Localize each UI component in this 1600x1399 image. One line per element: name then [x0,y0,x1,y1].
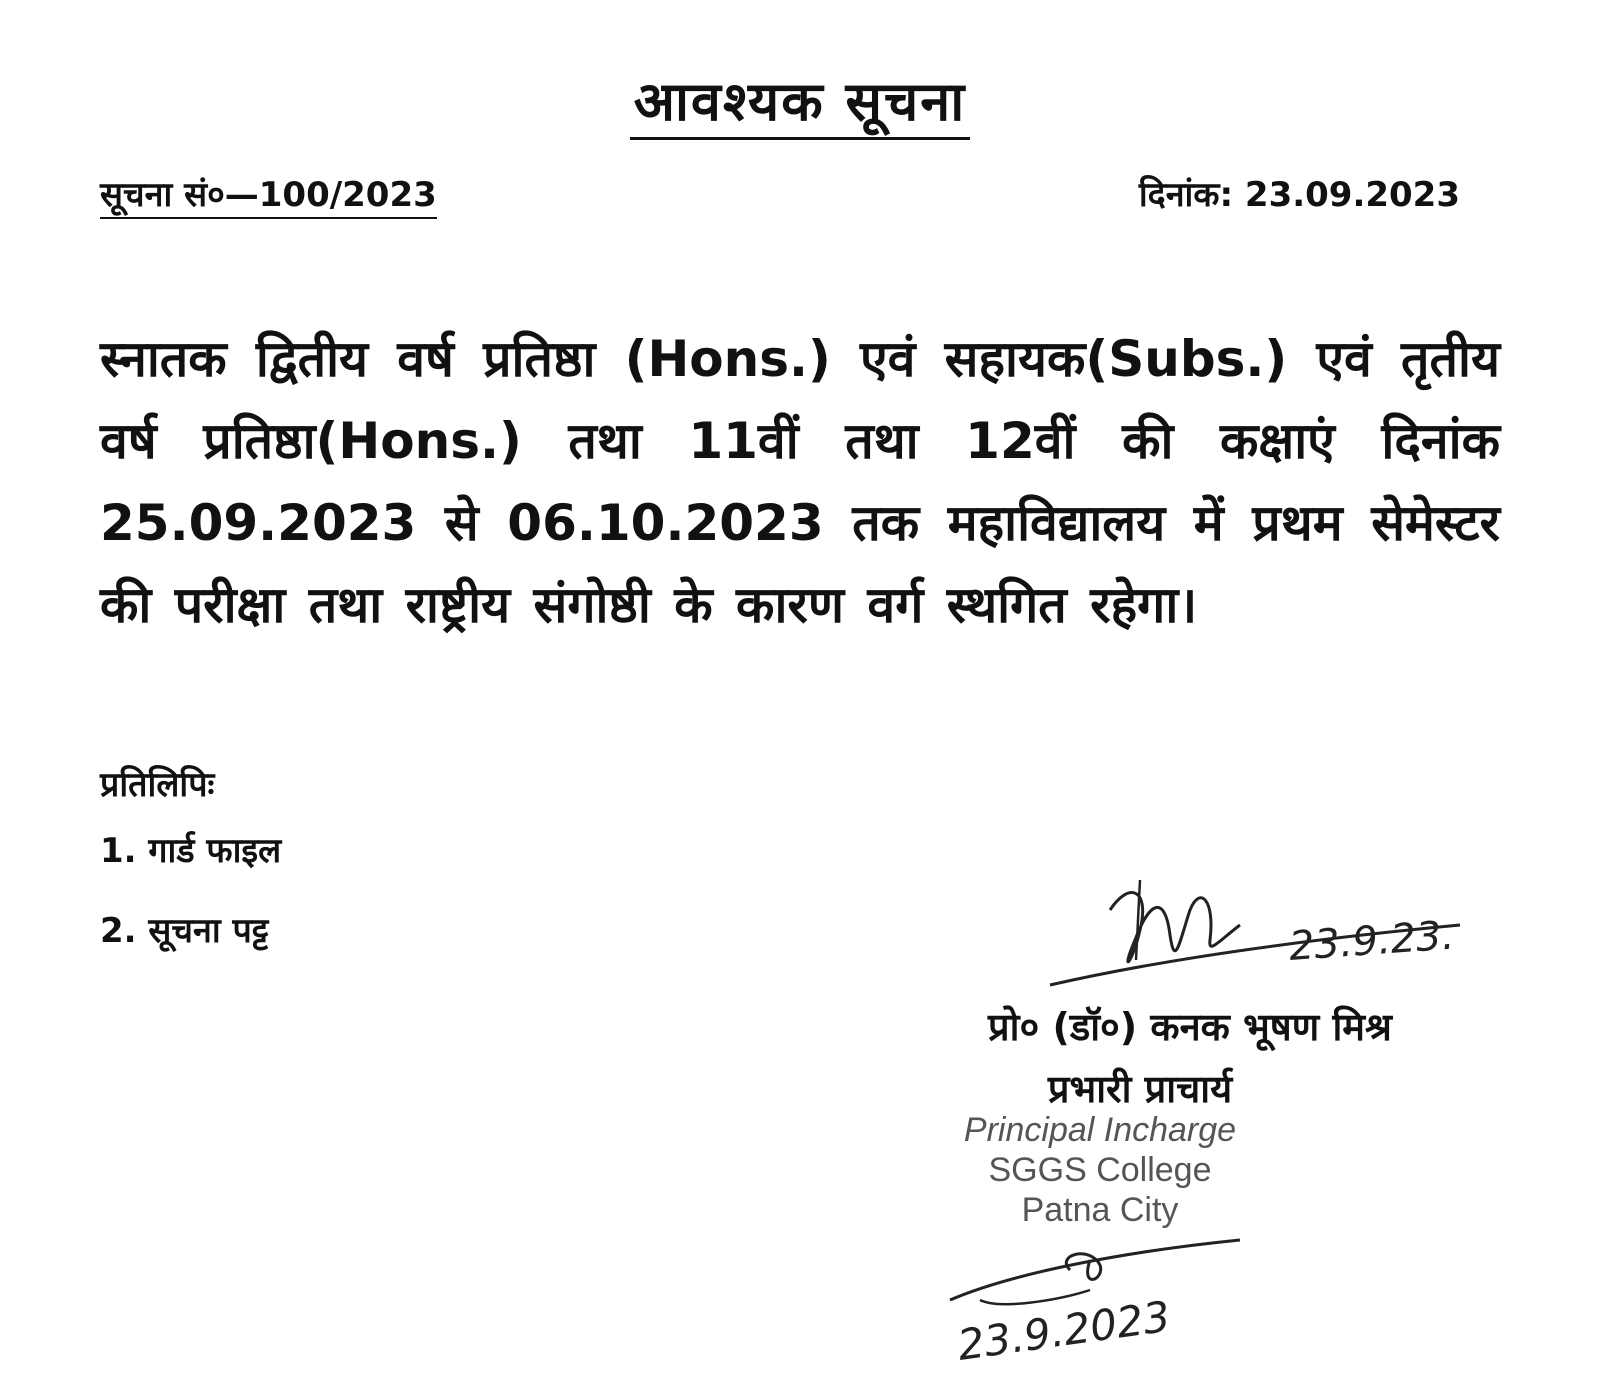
signature-date: 23.9.23. [1287,912,1456,970]
notice-body: स्नातक द्वितीय वर्ष प्रतिष्ठा (Hons.) एवं सहायक(Subs.) एवं तृतीय वर्ष प्रतिष्ठा(Hons.) तथा 11वीं तथा 12वीं की कक्षाएं दिनांक 25.09.2023 से 06.10.2023 तक महाविद्यालय में प्रथम सेमेस्टर की परीक्षा तथा राष्ट्रीय संगोष्ठी के कारण वर्ग स्थगित रहेगा। [100,330,1500,634]
notice-date: दिनांक: 23.09.2023 [1138,175,1460,215]
copy-to-item-guard-file: 1. गार्ड फाइल [100,831,282,871]
notice-reference-text: सूचना सं०—100/2023 [100,175,437,219]
signatory-block [820,1000,1520,1114]
notice-title-text: आवश्यक सूचना [630,70,971,140]
countersign-date: 23.9.2023 [954,1291,1174,1370]
notice-title [0,62,1600,136]
stamp-line-college: SGGS College [988,1151,1212,1189]
notice-reference [100,170,437,216]
stamp-line-title: Principal Incharge [963,1111,1237,1149]
official-stamp [930,1110,1270,1230]
copy-to-label: प्रतिलिपिः [100,765,215,805]
copy-to-item-notice-board: 2. सूचना पट्ट [100,911,269,951]
signatory-designation: प्रभारी प्राचार्य [1047,1067,1233,1111]
signatory-name: प्रो० (डॉ०) कनक भूषण मिश्र [988,1005,1392,1049]
signature-principal [1040,880,1540,1000]
countersignature [940,1230,1260,1380]
stamp-line-city: Patna City [1021,1191,1179,1229]
